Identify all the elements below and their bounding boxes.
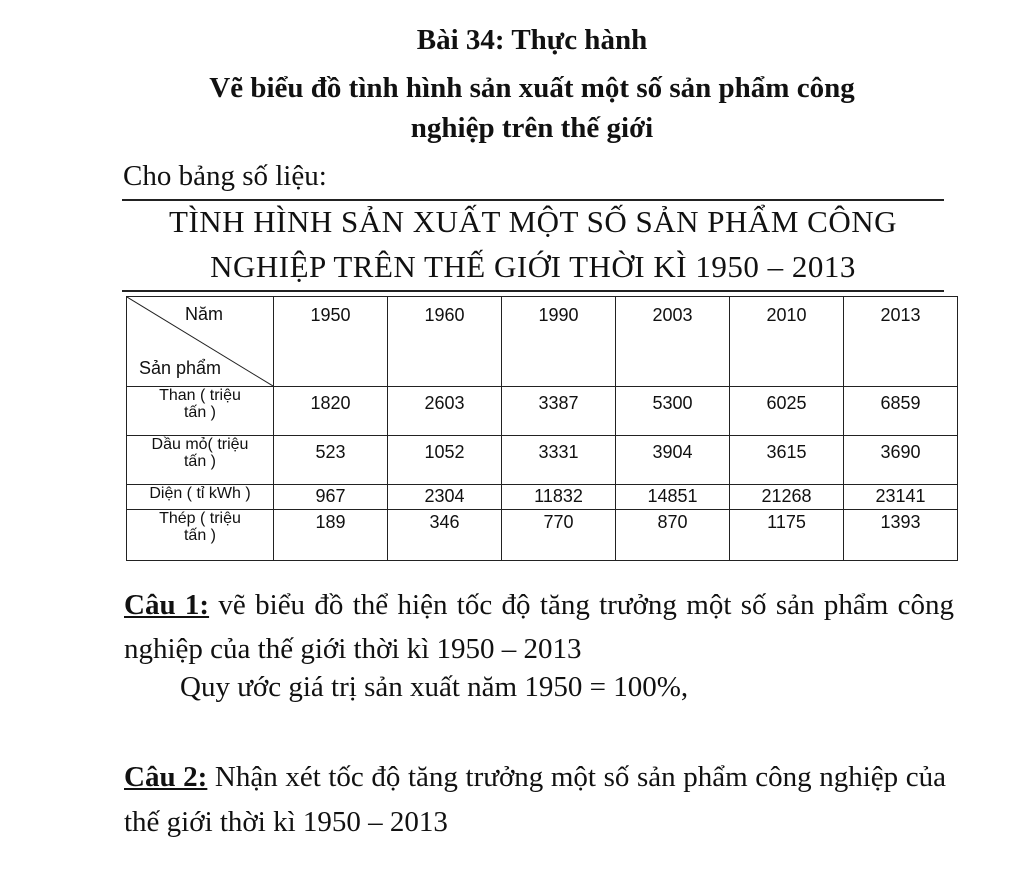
row-label (127, 436, 274, 485)
value-cell: 1175 (730, 510, 844, 561)
value-cell: 523 (274, 436, 388, 485)
question-1-text: vẽ biểu đồ thể hiện tốc độ tăng trưởng một số sản phẩm công nghiệp của thế giới thời kì 1950 – 2013 (124, 589, 955, 665)
value-cell: 3331 (502, 436, 616, 485)
row-label (127, 387, 274, 436)
value-cell: 23141 (844, 485, 958, 510)
divider-top (122, 199, 944, 201)
value-cell: 870 (616, 510, 730, 561)
year-header: 2013 (844, 297, 958, 387)
value-cell: 11832 (502, 485, 616, 510)
value-cell: 6025 (730, 387, 844, 436)
value-cell: 14851 (616, 485, 730, 510)
table-row (127, 510, 958, 561)
row-label-line1: Dầu mỏ( triệu (151, 436, 249, 453)
value-cell: 2603 (388, 387, 502, 436)
subtitle-line2: nghiệp trên thế giới (410, 112, 654, 144)
value-cell: 5300 (616, 387, 730, 436)
divider-bottom (122, 290, 944, 292)
table-title-line1: TÌNH HÌNH SẢN XUẤT MỘT SỐ SẢN PHẨM CÔNG (169, 204, 897, 239)
header-year-label: Năm (185, 304, 224, 324)
row-label-line2: tấn ) (183, 527, 216, 544)
row-label-line2: tấn ) (183, 404, 216, 421)
convention-note: Quy ước giá trị sản xuất năm 1950 = 100%, (180, 671, 689, 703)
value-cell: 3904 (616, 436, 730, 485)
page-title: Bài 34: Thực hành (416, 24, 648, 56)
table-row (127, 485, 958, 510)
year-header: 2010 (730, 297, 844, 387)
row-label-line1: Thép ( triệu (159, 510, 241, 527)
value-cell: 770 (502, 510, 616, 561)
header-product-label: Sản phẩm (139, 358, 222, 378)
value-cell: 967 (274, 485, 388, 510)
value-cell: 346 (388, 510, 502, 561)
given-data-label: Cho bảng số liệu: (123, 160, 327, 192)
question-1-label: Câu 1: (124, 589, 210, 621)
row-label-line1: Than ( triệu (159, 387, 241, 404)
table-header-row (127, 297, 958, 387)
question-1 (124, 583, 954, 671)
year-header: 2003 (616, 297, 730, 387)
value-cell: 189 (274, 510, 388, 561)
value-cell: 2304 (388, 485, 502, 510)
value-cell: 3387 (502, 387, 616, 436)
subtitle-line1: Vẽ biểu đồ tình hình sản xuất một số sản phẩm công (209, 72, 855, 104)
header-corner-cell (127, 297, 274, 387)
question-2-label: Câu 2: (124, 761, 208, 793)
value-cell: 3690 (844, 436, 958, 485)
value-cell: 6859 (844, 387, 958, 436)
value-cell: 1820 (274, 387, 388, 436)
row-label (127, 485, 274, 510)
table-row (127, 436, 958, 485)
value-cell: 3615 (730, 436, 844, 485)
row-label-line1: Diện ( tỉ kWh ) (149, 485, 251, 502)
value-cell: 1052 (388, 436, 502, 485)
year-header: 1990 (502, 297, 616, 387)
production-table (126, 296, 958, 561)
question-2 (124, 755, 946, 845)
year-header: 1950 (274, 297, 388, 387)
year-header: 1960 (388, 297, 502, 387)
value-cell: 1393 (844, 510, 958, 561)
table-row (127, 387, 958, 436)
row-label (127, 510, 274, 561)
row-label-line2: tấn ) (183, 453, 216, 470)
question-2-text: Nhận xét tốc độ tăng trưởng một số sản phẩm công nghiệp của thế giới thời kì 1950 – 2013 (124, 761, 946, 838)
table-title-line2: NGHIỆP TRÊN THẾ GIỚI THỜI KÌ 1950 – 2013 (210, 249, 856, 284)
value-cell: 21268 (730, 485, 844, 510)
